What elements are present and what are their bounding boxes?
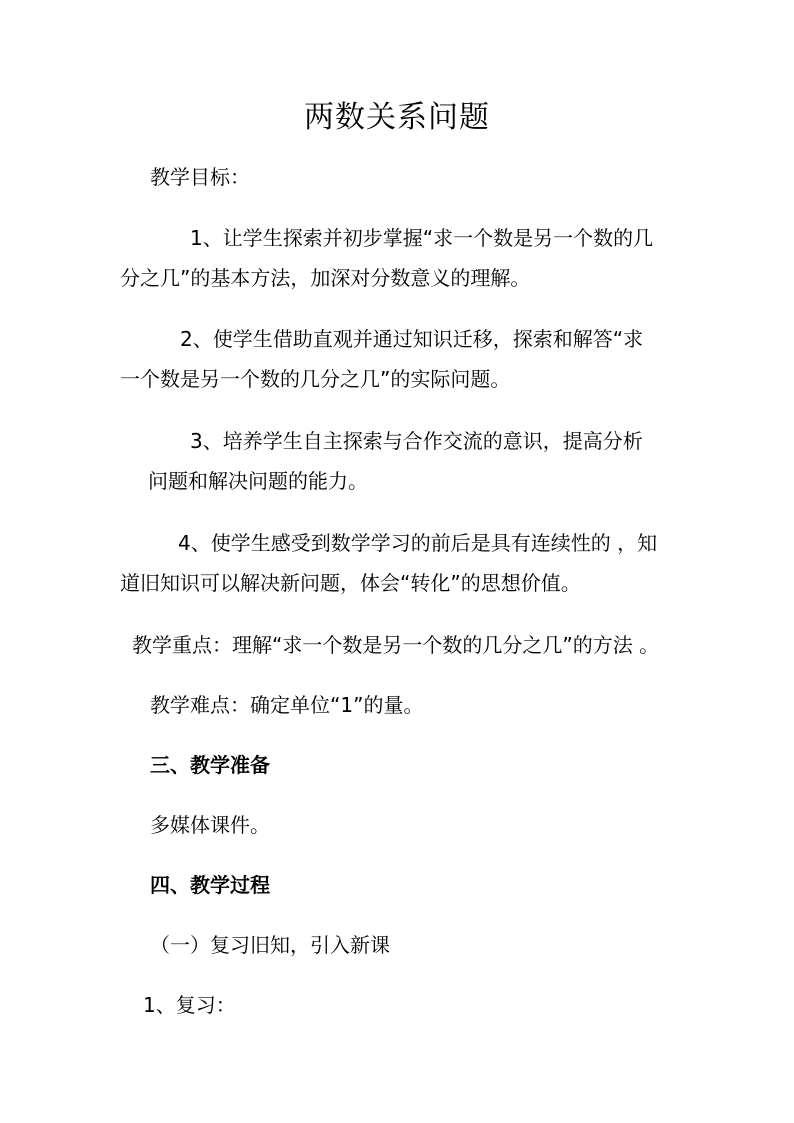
section-3-heading: 三、教学准备 bbox=[150, 753, 270, 777]
objective-3-line-2: 问题和解决问题的能力。 bbox=[148, 469, 368, 493]
objective-3-line-1: 3、培养学生自主探索与合作交流的意识，提高分析 bbox=[190, 429, 643, 453]
item-1: 1、复习： bbox=[143, 993, 236, 1017]
objective-4-line-2: 道旧知识可以解决新问题，体会“转化”的思想价值。 bbox=[120, 571, 581, 595]
document-title: 两数关系问题 bbox=[304, 100, 490, 135]
objective-2-line-2: 一个数是另一个数的几分之几”的实际问题。 bbox=[120, 367, 511, 391]
objective-1-line-2: 分之几”的基本方法，加深对分数意义的理解。 bbox=[120, 266, 531, 290]
difficult-point: 教学难点：确定单位“1”的量。 bbox=[150, 693, 424, 717]
objective-4-line-1: 4、使学生感受到数学学习的前后是具有连续性的 ，知 bbox=[178, 531, 658, 555]
objectives-heading: 教学目标： bbox=[150, 165, 250, 189]
key-point: 教学重点：理解“求一个数是另一个数的几分之几”的方法 。 bbox=[132, 633, 660, 657]
subsection-1-heading: （一）复习旧知，引入新课 bbox=[150, 933, 390, 957]
objective-2-line-1: 2、使学生借助直观并通过知识迁移，探索和解答“求 bbox=[180, 327, 644, 351]
section-3-body: 多媒体课件。 bbox=[150, 813, 270, 837]
section-4-heading: 四、教学过程 bbox=[150, 873, 270, 897]
objective-1-line-1: 1、让学生探索并初步掌握“求一个数是另一个数的几 bbox=[190, 226, 654, 250]
